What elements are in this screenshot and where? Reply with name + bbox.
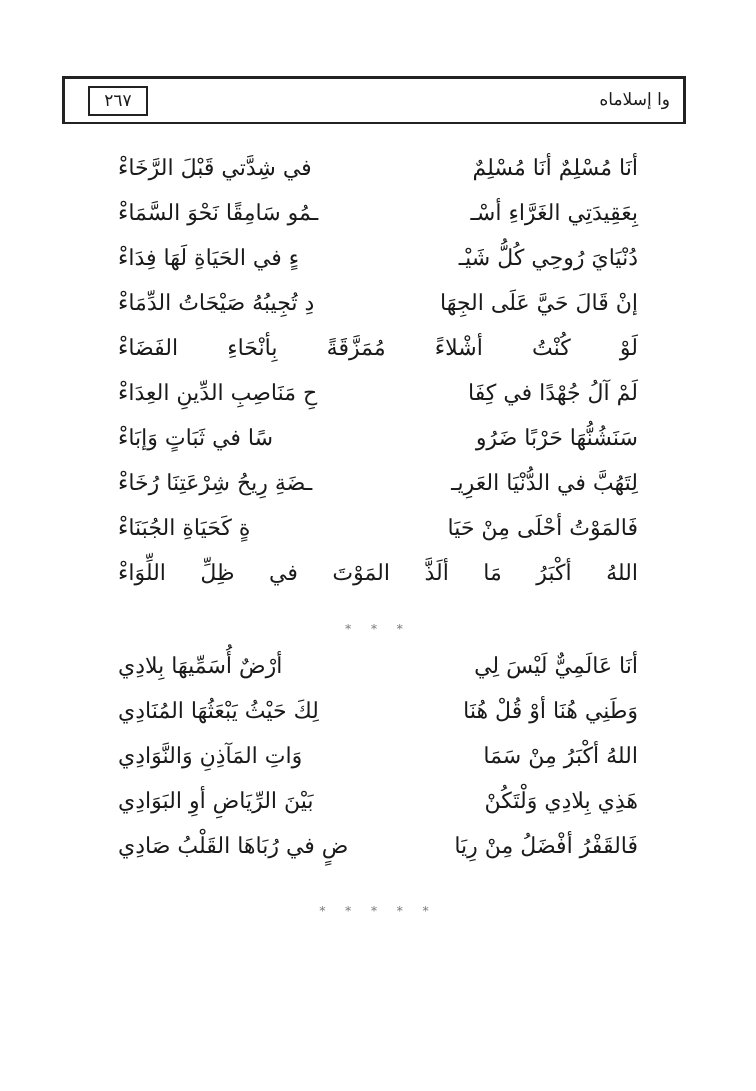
- page-header: [62, 72, 686, 130]
- running-title: وا إسلاماه: [599, 90, 670, 110]
- poem-stanza-1: [118, 152, 638, 602]
- header-rule-left: [62, 76, 65, 124]
- verse-second-hemistich: سًا في ثَبَاتٍ وَإبَاءْ: [118, 426, 274, 451]
- verse-second-hemistich: بَيْنَ الرِّيَاضِ أوِ البَوَادِي: [118, 789, 314, 814]
- verse-line: [118, 740, 638, 785]
- verse-line: [118, 377, 638, 422]
- verse-first-hemistich: وَطَنِي هُنَا أوْ قُلْ هُنَا: [463, 699, 638, 724]
- section-separator: * * *: [345, 622, 411, 636]
- verse-second-hemistich: ـمُو سَامِقًا نَحْوَ السَّمَاءْ: [118, 201, 319, 226]
- verse-line: [118, 422, 638, 467]
- verse-line: [118, 650, 638, 695]
- verse-line: [118, 242, 638, 287]
- verse-first-hemistich: لَمْ آلُ جُهْدًا في كِفَا: [468, 381, 638, 406]
- verse-line: [118, 512, 638, 557]
- verse-first-hemistich: فَالمَوْتُ أحْلَى مِنْ حَيَا: [447, 516, 638, 541]
- verse-second-hemistich: دِ تُجِيبُهُ صَيْحَاتُ الدِّمَاءْ: [118, 291, 315, 316]
- verse-first-hemistich: إنْ قَالَ حَيَّ عَلَى الجِهَا: [440, 291, 638, 316]
- verse-line: [118, 695, 638, 740]
- poem-stanza-2: [118, 650, 638, 875]
- verse-line-full: [118, 557, 638, 602]
- verse-line-full: [118, 332, 638, 377]
- verse-second-hemistich: ءٍ في الحَيَاةِ لَهَا فِدَاءْ: [118, 246, 300, 271]
- verse-second-hemistich: حِ مَنَاصِبِ الدِّينِ العِدَاءْ: [118, 381, 318, 406]
- verse-line: [118, 467, 638, 512]
- header-rule-bottom: [62, 122, 686, 124]
- verse-first-hemistich: دُنْيَايَ رُوحِي كُلُّ شَيْـ: [458, 246, 638, 271]
- verse-second-hemistich: لِكَ حَيْثُ يَبْعَثُهَا المُنَادِي: [118, 699, 319, 724]
- verse-line: [118, 152, 638, 197]
- verse-first-hemistich: فَالقَفْرُ أفْضَلُ مِنْ رِيَا: [454, 834, 638, 859]
- verse-second-hemistich: وَاتِ المَآذِنِ وَالنَّوَادِي: [118, 744, 303, 769]
- verse-first-hemistich: هَذِي بِلادِي وَلْتَكُنْ: [484, 789, 638, 814]
- header-rule-top: [62, 76, 686, 79]
- verse-first-hemistich: أنَا مُسْلِمٌ أنَا مُسْلِمٌ: [472, 156, 638, 181]
- verse-second-hemistich: ـضَةِ رِيحُ شِرْعَتِنَا رُخَاءْ: [118, 471, 313, 496]
- verse-line: [118, 287, 638, 332]
- verse-first-hemistich: أنَا عَالَمِيٌّ لَيْسَ لِي: [474, 654, 638, 679]
- verse-full-line: اللهُ أكْبَرُ مَا ألَذَّ المَوْتَ في ظِلِّ اللِّوَاءْ: [118, 561, 638, 586]
- verse-second-hemistich: ضٍ في رُبَاهَا القَلْبُ صَادِي: [118, 834, 349, 859]
- verse-line: [118, 197, 638, 242]
- section-separator: * * * * *: [319, 904, 437, 918]
- header-rule-right: [683, 76, 686, 124]
- verse-first-hemistich: بِعَقِيدَتِي الغَرَّاءِ أسْـ: [470, 201, 638, 226]
- verse-full-line: لَوْ كُنْتُ أشْلاءً مُمَزَّقَةً بِأنْحَاءِ الفَضَاءْ: [118, 336, 638, 361]
- verse-line: [118, 785, 638, 830]
- verse-second-hemistich: في شِدَّتي قَبْلَ الرَّخَاءْ: [118, 156, 312, 181]
- verse-second-hemistich: أرْضٌ أُسَمِّيهَا بِلادِي: [118, 654, 283, 679]
- verse-first-hemistich: سَنَشُنُّهَا حَرْبًا ضَرُو: [475, 426, 638, 451]
- verse-first-hemistich: اللهُ أكْبَرُ مِنْ سَمَا: [483, 744, 638, 769]
- verse-second-hemistich: ةٍ كَحَيَاةِ الجُبَنَاءْ: [118, 516, 251, 541]
- verse-line: [118, 830, 638, 875]
- page-number: ٢٦٧: [88, 86, 148, 116]
- verse-first-hemistich: لِتَهُبَّ في الدُّنْيَا العَرِيـ: [451, 471, 638, 496]
